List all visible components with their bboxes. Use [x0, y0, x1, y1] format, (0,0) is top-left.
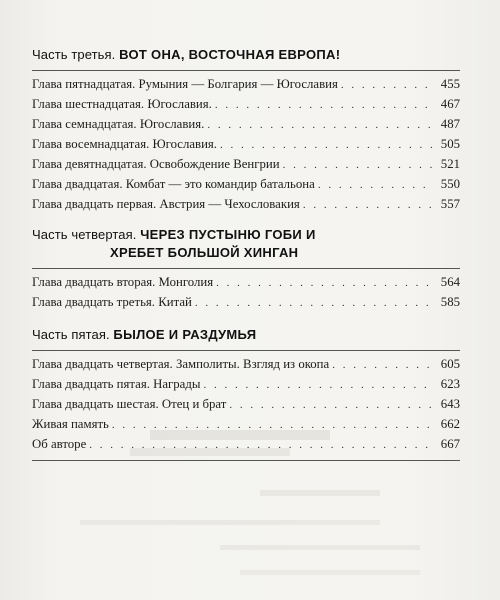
toc-entry: [32, 134, 460, 154]
page-number: 505: [440, 137, 460, 151]
toc-entry: [32, 114, 460, 134]
page-number: 467: [440, 97, 460, 111]
leader-dots: [341, 75, 433, 95]
chapter-title: Глава двадцать четвертая. Замполиты. Взгляд из окопа: [32, 357, 330, 371]
chapter-title: Глава двадцатая. Комбат — это командир батальона: [32, 177, 315, 191]
spacer: [32, 214, 460, 226]
page-number: 455: [440, 77, 460, 91]
page-number: 521: [440, 157, 460, 171]
chapter-title: Глава двадцать первая. Австрия — Чехословакия: [32, 197, 300, 211]
page-number: 585: [440, 295, 460, 309]
leader-dots: [220, 135, 433, 155]
divider: [32, 268, 460, 269]
page-number: 550: [440, 177, 460, 191]
chapter-title: Глава двадцать третья. Китай: [32, 295, 192, 309]
page-number: 662: [440, 417, 460, 431]
spacer: [32, 312, 460, 326]
part-label: Часть третья.: [32, 47, 116, 62]
chapter-title: Об авторе: [32, 437, 87, 451]
toc-entry: [32, 154, 460, 174]
toc-entry: [32, 94, 460, 114]
part-heading: [32, 226, 460, 262]
leader-dots: [303, 195, 433, 215]
chapter-title: Глава двадцать вторая. Монголия: [32, 275, 214, 289]
divider: [32, 350, 460, 351]
chapter-title: Глава двадцать шестая. Отец и брат: [32, 397, 227, 411]
toc-entry: [32, 174, 460, 194]
chapter-title: Живая память: [32, 417, 109, 431]
part-title: ВОТ ОНА, ВОСТОЧНАЯ ЕВРОПА!: [119, 47, 341, 62]
chapter-title: Глава девятнадцатая. Освобождение Венгрии: [32, 157, 280, 171]
leader-dots: [318, 175, 433, 195]
leader-dots: [195, 293, 433, 313]
page-number: 487: [440, 117, 460, 131]
page-number: 623: [440, 377, 460, 391]
part-label: Часть пятая.: [32, 327, 110, 342]
page-number: 605: [440, 357, 460, 371]
page-number: 564: [440, 275, 460, 289]
part-title: БЫЛОЕ И РАЗДУМЬЯ: [113, 327, 257, 342]
chapter-title: Глава шестнадцатая. Югославия.: [32, 97, 212, 111]
part-heading: [32, 46, 460, 64]
part-label: Часть четвертая.: [32, 227, 137, 242]
leader-dots: [216, 273, 433, 293]
part-title: ЧЕРЕЗ ПУСТЫНЮ ГОБИ И: [140, 227, 316, 242]
chapter-title: Глава пятнадцатая. Румыния — Болгария — Югославия: [32, 77, 338, 91]
page-number: 667: [440, 437, 460, 451]
page-number: 643: [440, 397, 460, 411]
leader-dots: [229, 395, 433, 415]
chapter-title: Глава семнадцатая. Югославия.: [32, 117, 205, 131]
toc-entry: [32, 74, 460, 94]
toc-entry: [32, 394, 460, 414]
leader-dots: [283, 155, 433, 175]
leader-dots: [215, 95, 433, 115]
toc-entry: [32, 354, 460, 374]
page-number: 557: [440, 197, 460, 211]
toc-entry: [32, 292, 460, 312]
divider: [32, 460, 460, 461]
toc-entry: [32, 374, 460, 394]
chapter-title: Глава восемнадцатая. Югославия.: [32, 137, 218, 151]
table-of-contents: [32, 46, 460, 464]
leader-dots: [203, 375, 433, 395]
chapter-title: Глава двадцать пятая. Награды: [32, 377, 201, 391]
part-heading: [32, 326, 460, 344]
part-title-continued: ХРЕБЕТ БОЛЬШОЙ ХИНГАН: [110, 245, 299, 260]
toc-entry: [32, 272, 460, 292]
leader-dots: [332, 355, 433, 375]
toc-entry: [32, 194, 460, 214]
divider: [32, 70, 460, 71]
leader-dots: [207, 115, 433, 135]
